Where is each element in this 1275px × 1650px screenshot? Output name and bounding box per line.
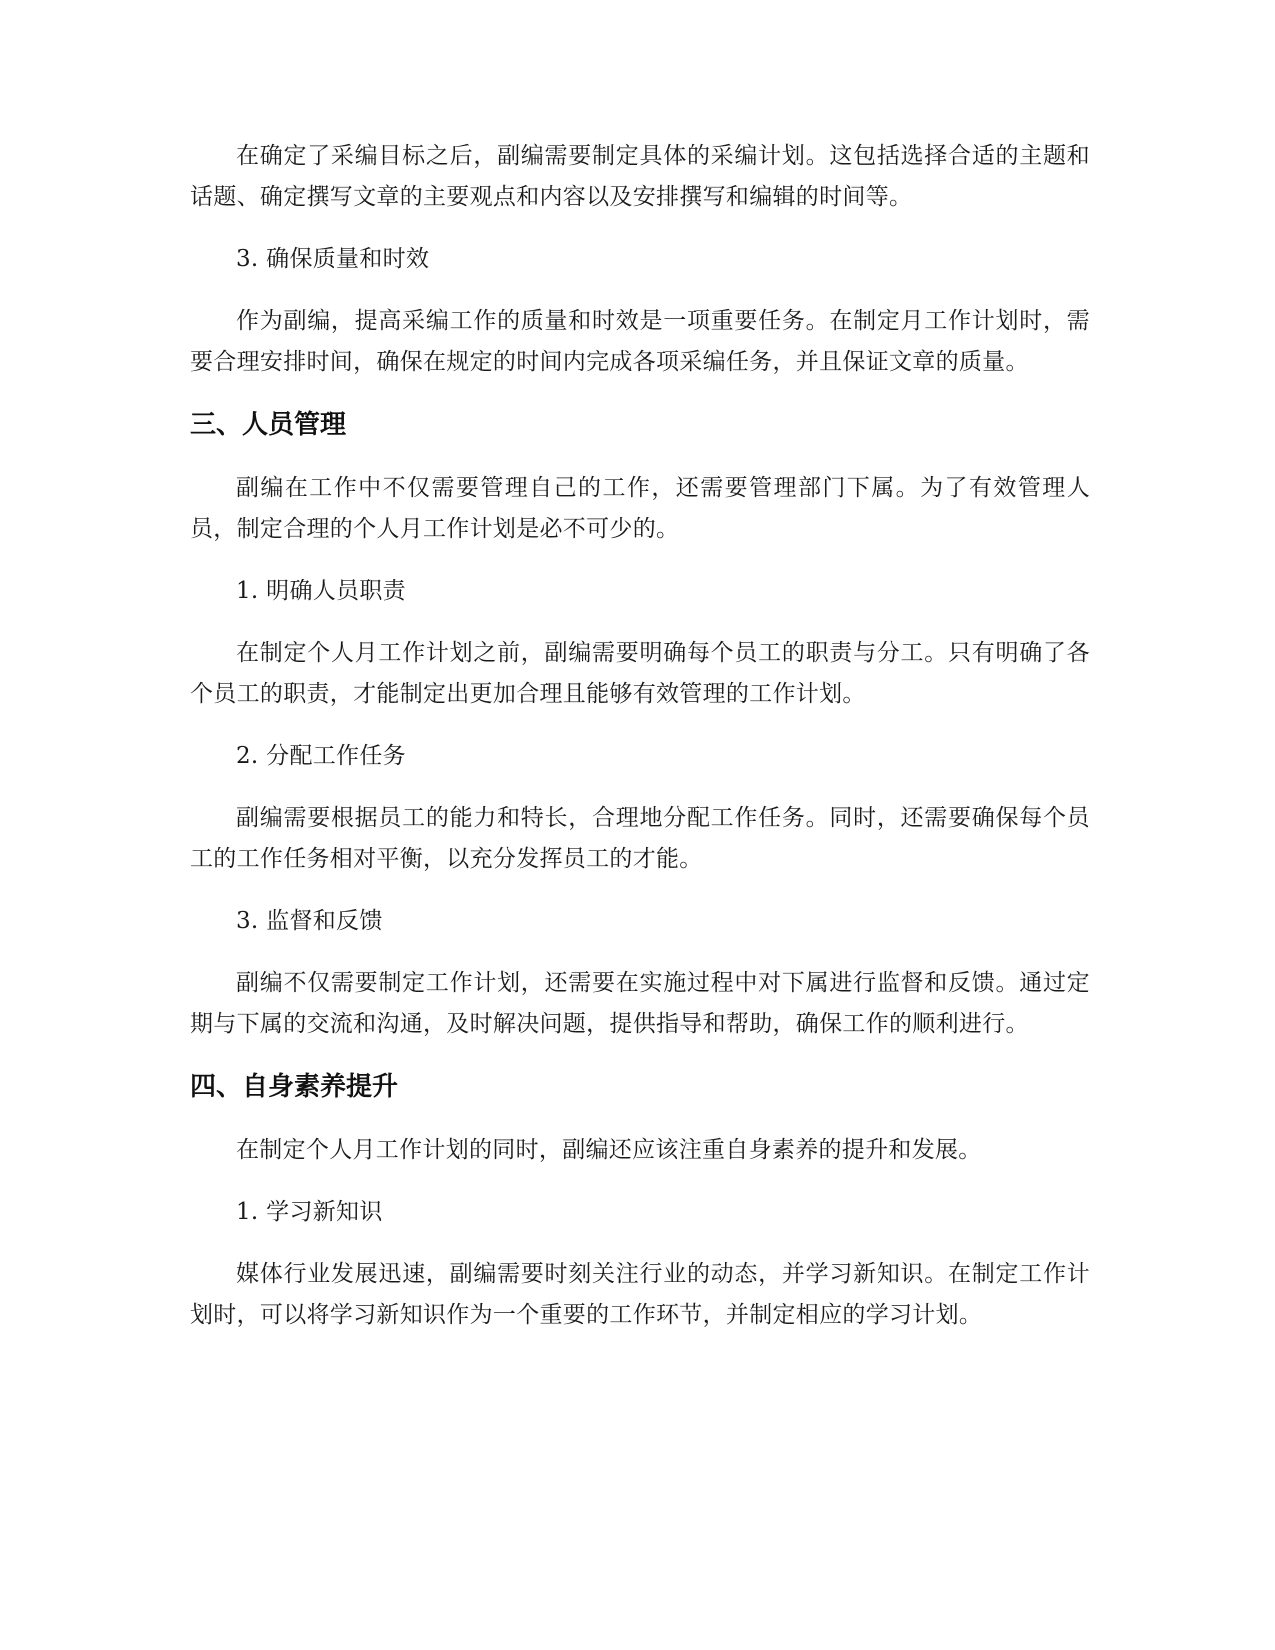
paragraph-personnel-intro: 副编在工作中不仅需要管理自己的工作，还需要管理部门下属。为了有效管理人员，制定合理的个人月工作计划是必不可少的。: [190, 475, 1090, 542]
subheading-supervision-feedback: 3. 监督和反馈: [236, 908, 383, 934]
subheading-quality-timeliness: 3. 确保质量和时效: [236, 246, 430, 272]
paragraph-learn-new-knowledge: 媒体行业发展迅速，副编需要时刻关注行业的动态，并学习新知识。在制定工作计划时，可以将学习新知识作为一个重要的工作环节，并制定相应的学习计划。: [190, 1261, 1090, 1328]
paragraph-clarify-duties: 在制定个人月工作计划之前，副编需要明确每个员工的职责与分工。只有明确了各个员工的职责，才能制定出更加合理且能够有效管理的工作计划。: [190, 640, 1090, 707]
paragraph-editing-plan: 在确定了采编目标之后，副编需要制定具体的采编计划。这包括选择合适的主题和话题、确定撰写文章的主要观点和内容以及安排撰写和编辑的时间等。: [190, 143, 1090, 210]
subheading-learn-new-knowledge: 1. 学习新知识: [236, 1199, 383, 1225]
paragraph-assign-tasks: 副编需要根据员工的能力和特长，合理地分配工作任务。同时，还需要确保每个员工的工作任务相对平衡，以充分发挥员工的才能。: [190, 805, 1090, 872]
section-heading-personnel: 三、人员管理: [190, 410, 347, 440]
subheading-clarify-duties: 1. 明确人员职责: [236, 578, 406, 604]
subheading-assign-tasks: 2. 分配工作任务: [236, 743, 406, 769]
paragraph-supervision-feedback: 副编不仅需要制定工作计划，还需要在实施过程中对下属进行监督和反馈。通过定期与下属的交流和沟通，及时解决问题，提供指导和帮助，确保工作的顺利进行。: [190, 970, 1090, 1037]
document-page: [190, 136, 1090, 1357]
paragraph-quality-timeliness: 作为副编，提高采编工作的质量和时效是一项重要任务。在制定月工作计划时，需要合理安排时间，确保在规定的时间内完成各项采编任务，并且保证文章的质量。: [190, 308, 1090, 375]
paragraph-self-improvement-intro: 在制定个人月工作计划的同时，副编还应该注重自身素养的提升和发展。: [236, 1137, 982, 1163]
section-heading-self-improvement: 四、自身素养提升: [190, 1072, 399, 1102]
